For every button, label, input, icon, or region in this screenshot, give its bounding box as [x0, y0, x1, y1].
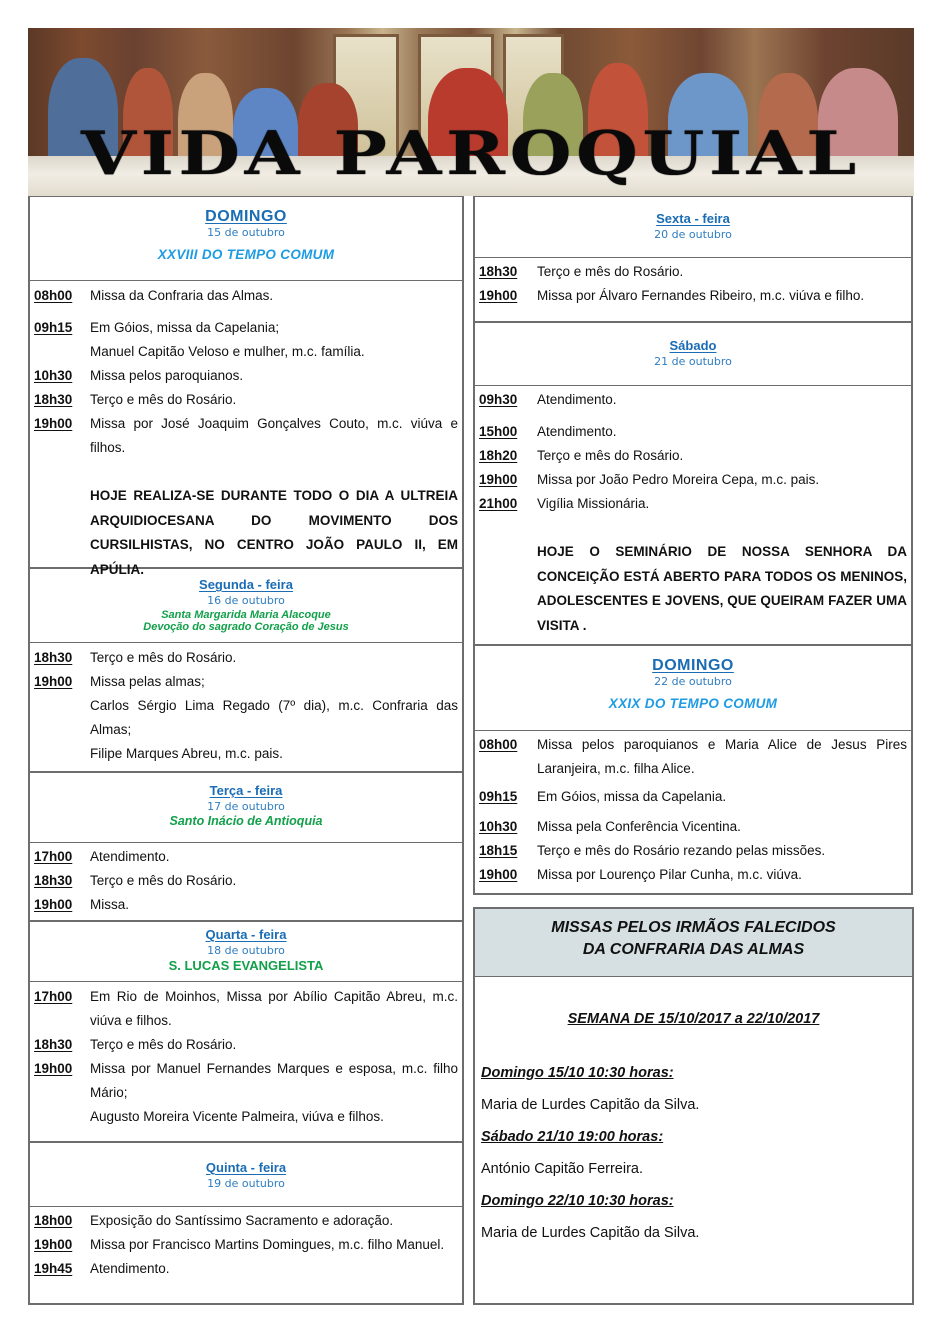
confraria-entry-when: Domingo 22/10 10:30 horas: — [481, 1193, 674, 1209]
time: 18h20 — [479, 448, 518, 463]
schedule-row — [34, 1233, 458, 1257]
description: Missa. — [90, 897, 130, 912]
time: 08h00 — [479, 737, 518, 752]
description: Missa pelos paroquianos e Maria Alice de Jesus Pires Laranjeira, m.c. filha Alice. — [537, 737, 907, 776]
time: 18h30 — [34, 873, 73, 888]
day-name: Quinta - feira — [205, 1160, 287, 1175]
liturgical-title: XXIX DO TEMPO COMUM — [608, 696, 778, 711]
schedule-row — [479, 815, 907, 839]
page-title: VIDA PAROQUIAL — [81, 119, 861, 189]
schedule-row — [34, 364, 458, 388]
day-section-sabado — [473, 323, 913, 646]
schedule-row — [479, 863, 907, 887]
time: 18h30 — [34, 392, 73, 407]
description: Exposição do Santíssimo Sacramento e adoração. — [90, 1213, 394, 1228]
day-date: 17 de outubro — [207, 800, 285, 813]
schedule-row — [34, 1209, 458, 1233]
description: Terço e mês do Rosário. — [537, 264, 684, 279]
day-section-segunda — [28, 569, 464, 773]
confraria-title-line1: MISSAS PELOS IRMÃOS FALECIDOS — [551, 919, 836, 936]
schedule-row — [34, 845, 458, 869]
confraria-entry-name: Maria de Lurdes Capitão da Silva. — [481, 1097, 700, 1113]
time: 15h00 — [479, 424, 518, 439]
description: Terço e mês do Rosário rezando pelas missões. — [537, 843, 826, 858]
day-section-domingo-15 — [28, 196, 464, 577]
day-name: Quarta - feira — [205, 927, 287, 942]
day-name: Terça - feira — [209, 783, 283, 798]
time: 18h15 — [479, 843, 518, 858]
schedule-row — [34, 412, 458, 460]
day-name: Segunda - feira — [199, 577, 293, 592]
time: 19h00 — [34, 674, 73, 689]
time: 19h45 — [34, 1261, 73, 1276]
schedule-row — [34, 985, 458, 1033]
time: 09h15 — [34, 320, 73, 335]
notice-text: HOJE REALIZA-SE DURANTE TODO O DIA A ULTREIA ARQUIDIOCESANA DO MOVIMENTO DOS CURSILHISTAS, NO CENTRO JOÃO PAULO II, EM APÚLIA. — [90, 488, 458, 577]
devotion: Devoção do sagrado Coração de Jesus — [143, 621, 349, 633]
time: 10h30 — [479, 819, 518, 834]
left-column — [28, 196, 464, 1305]
schedule-row — [34, 1033, 458, 1057]
schedule-row — [479, 420, 907, 444]
confraria-title-line2: DA CONFRARIA DAS ALMAS — [582, 941, 805, 958]
time: 19h00 — [34, 416, 73, 431]
confraria-box — [473, 907, 914, 1305]
schedule-row — [34, 893, 458, 917]
time: 09h15 — [479, 789, 518, 804]
day-section-quinta — [28, 1143, 464, 1305]
schedule-row — [479, 260, 907, 284]
description: Missa da Confraria das Almas. — [90, 288, 274, 303]
schedule-row — [34, 284, 458, 308]
description: Atendimento. — [90, 1261, 170, 1276]
description: Missa por Lourenço Pilar Cunha, m.c. viúva. — [537, 867, 802, 882]
day-date: 20 de outubro — [654, 228, 732, 241]
time: 18h30 — [479, 264, 518, 279]
time: 08h00 — [34, 288, 73, 303]
schedule-row — [34, 1257, 458, 1281]
confraria-entry-name: Maria de Lurdes Capitão da Silva. — [481, 1225, 700, 1241]
day-section-terca — [28, 773, 464, 922]
confraria-week: SEMANA DE 15/10/2017 a 22/10/2017 — [567, 1011, 820, 1027]
schedule-row — [34, 869, 458, 893]
schedule-row — [34, 388, 458, 412]
schedule-row — [479, 284, 907, 308]
description: Atendimento. — [537, 424, 617, 439]
day-name: DOMINGO — [652, 657, 734, 674]
description: Em Rio de Moinhos, Missa por Abílio Capitão Abreu, m.c. viúva e filhos. — [90, 989, 458, 1028]
time: 19h00 — [34, 1061, 73, 1076]
description: Terço e mês do Rosário. — [537, 448, 684, 463]
time: 17h00 — [34, 989, 73, 1004]
time: 18h30 — [34, 1037, 73, 1052]
description: Missa pelos paroquianos. — [90, 368, 244, 383]
schedule-row — [34, 670, 458, 766]
confraria-header — [475, 909, 912, 977]
description: Carlos Sérgio Lima Regado (7º dia), m.c. Confraria das Almas; — [90, 698, 458, 737]
day-section-domingo-22 — [473, 646, 913, 895]
saint-of-day: S. LUCAS EVANGELISTA — [168, 958, 324, 973]
day-date: 18 de outubro — [207, 944, 285, 957]
day-date: 21 de outubro — [654, 355, 732, 368]
banner-last-supper-image — [28, 28, 914, 196]
description: Augusto Moreira Vicente Palmeira, viúva e filhos. — [90, 1109, 384, 1124]
description: Terço e mês do Rosário. — [90, 392, 237, 407]
schedule-row — [34, 1057, 458, 1129]
schedule-row — [479, 444, 907, 468]
description: Terço e mês do Rosário. — [90, 650, 237, 665]
description: Terço e mês do Rosário. — [90, 873, 237, 888]
description: Manuel Capitão Veloso e mulher, m.c. família. — [90, 344, 365, 359]
schedule-row — [479, 785, 907, 809]
schedule-row — [479, 492, 907, 516]
schedule-row — [479, 388, 907, 412]
time: 19h00 — [34, 897, 73, 912]
notice-text: HOJE O SEMINÁRIO DE NOSSA SENHORA DA CONCEIÇÃO ESTÁ ABERTO PARA TODOS OS MENINOS, ADOLESCENTES E JOVENS, QUE QUEIRAM FAZER UMA VISITA . — [537, 544, 907, 633]
day-name: DOMINGO — [205, 208, 287, 225]
schedule-row — [479, 468, 907, 492]
description: Filipe Marques Abreu, m.c. pais. — [90, 746, 283, 761]
time: 19h00 — [479, 867, 518, 882]
day-name: Sábado — [669, 338, 717, 353]
right-column — [473, 196, 913, 895]
saint-of-day: Santo Inácio de Antioquia — [169, 814, 323, 828]
description: Missa por Álvaro Fernandes Ribeiro, m.c. viúva e filho. — [537, 288, 865, 303]
description: Missa por João Pedro Moreira Cepa, m.c. pais. — [537, 472, 820, 487]
description: Vigília Missionária. — [537, 496, 650, 511]
time: 21h00 — [479, 496, 518, 511]
description: Missa por José Joaquim Gonçalves Couto, m.c. viúva e filhos. — [90, 416, 458, 455]
description: Atendimento. — [537, 392, 617, 407]
time: 19h00 — [34, 1237, 73, 1252]
day-date: 15 de outubro — [207, 226, 285, 239]
time: 09h30 — [479, 392, 518, 407]
time: 18h00 — [34, 1213, 73, 1228]
liturgical-title: XXVIII DO TEMPO COMUM — [157, 247, 335, 262]
time: 17h00 — [34, 849, 73, 864]
confraria-entry-name: António Capitão Ferreira. — [481, 1161, 643, 1177]
day-section-sexta — [473, 196, 913, 323]
description: Missa pela Conferência Vicentina. — [537, 819, 741, 834]
day-date: 16 de outubro — [207, 594, 285, 607]
day-section-quarta — [28, 922, 464, 1143]
time: 19h00 — [479, 472, 518, 487]
saint-of-day: Santa Margarida Maria Alacoque — [161, 609, 331, 621]
description: Em Góios, missa da Capelania. — [537, 789, 727, 804]
confraria-entry-when: Sábado 21/10 19:00 horas: — [481, 1129, 664, 1145]
description: Em Góios, missa da Capelania; — [90, 320, 280, 335]
confraria-list — [475, 1057, 912, 1249]
description: Missa por Francisco Martins Domingues, m.c. filho Manuel. — [90, 1237, 445, 1252]
time: 10h30 — [34, 368, 73, 383]
time: 19h00 — [479, 288, 518, 303]
day-name: Sexta - feira — [656, 211, 730, 226]
description: Terço e mês do Rosário. — [90, 1037, 237, 1052]
schedule-row — [34, 316, 458, 364]
schedule-row — [34, 646, 458, 670]
description: Atendimento. — [90, 849, 170, 864]
description: Missa pelas almas; — [90, 674, 205, 689]
day-date: 19 de outubro — [207, 1177, 285, 1190]
confraria-entry-when: Domingo 15/10 10:30 horas: — [481, 1065, 674, 1081]
day-date: 22 de outubro — [654, 675, 732, 688]
schedule-row — [479, 733, 907, 781]
schedule-row — [479, 839, 907, 863]
description: Missa por Manuel Fernandes Marques e esposa, m.c. filho Mário; — [90, 1061, 458, 1100]
time: 18h30 — [34, 650, 73, 665]
